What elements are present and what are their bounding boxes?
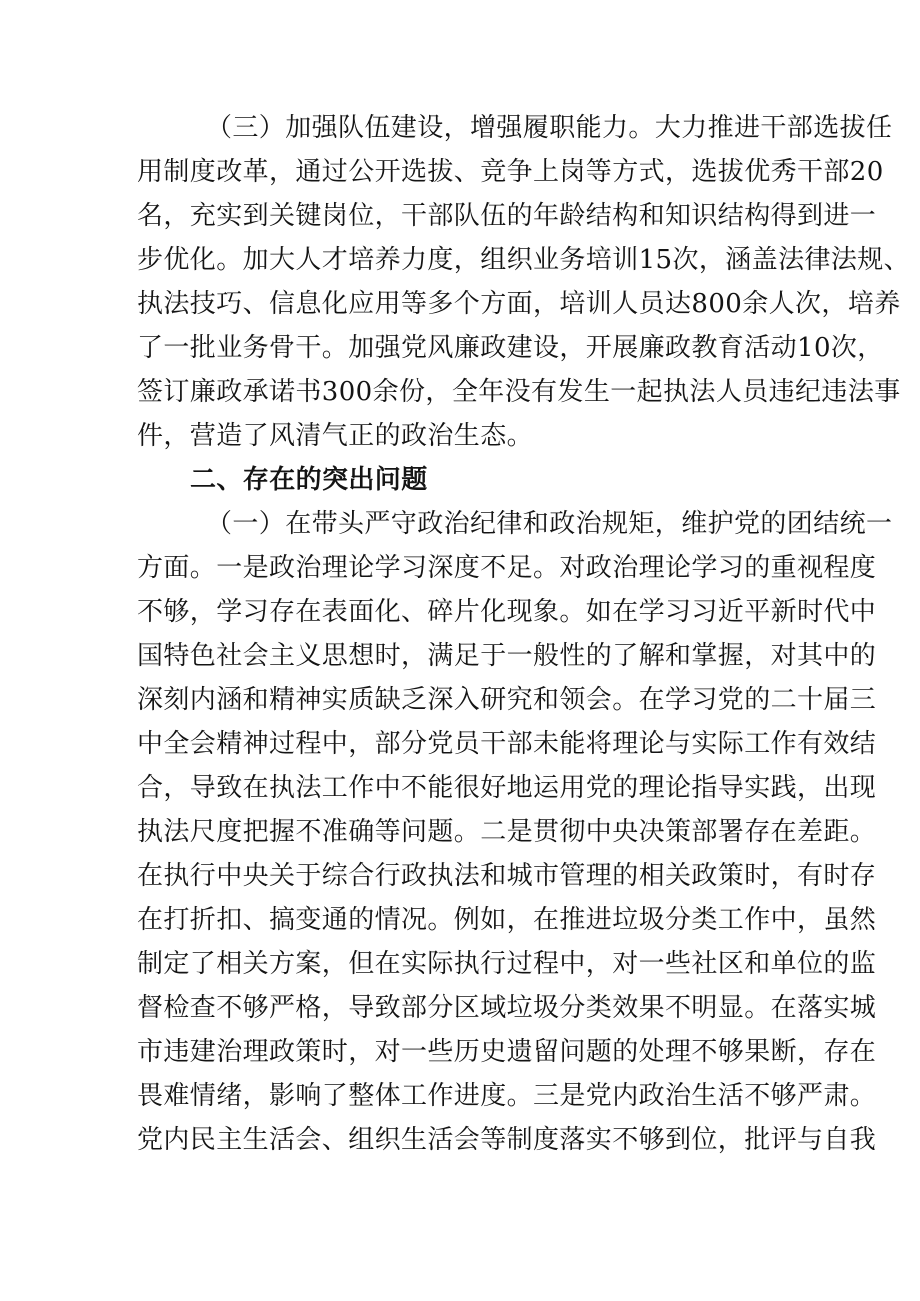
paragraph-1-line-4: 国特色社会主义思想时，满足于一般性的了解和掌握，对其中的 [137,641,877,671]
paragraph-1-line-13: 市违建治理政策时，对一些历史遗留问题的处理不够果断，存在 [137,1037,877,1067]
paragraph-1-line-1: （一）在带头严守政治纪律和政治规矩，维护党的团结统一 [206,509,893,539]
paragraph-1-line-14: 畏难情绪，影响了整体工作进度。三是党内政治生活不够严肃。 [137,1081,877,1111]
paragraph-3-line-6: 了一批业务骨干。加强党风廉政建设，开展廉政教育活动10次， [137,333,884,363]
paragraph-1-line-15: 党内民主生活会、组织生活会等制度落实不够到位，批评与自我 [137,1125,877,1155]
paragraph-3-line-7: 签订廉政承诺书300余份，全年没有发生一起执法人员违纪违法事 [137,377,901,407]
paragraph-1-line-5: 深刻内涵和精神实质缺乏深入研究和领会。在学习党的二十届三 [137,685,877,715]
paragraph-1-line-10: 在打折扣、搞变通的情况。例如，在推进垃圾分类工作中，虽然 [137,905,877,935]
paragraph-3-line-5: 执法技巧、信息化应用等多个方面，培训人员达800余人次，培养 [137,289,901,319]
section-heading: 二、存在的突出问题 [190,465,428,495]
paragraph-3-line-1: （三）加强队伍建设，增强履职能力。大力推进干部选拔任 [206,113,893,143]
paragraph-3-line-3: 名，充实到关键岗位，干部队伍的年龄结构和知识结构得到进一 [137,201,877,231]
paragraph-1-line-6: 中全会精神过程中，部分党员干部未能将理论与实际工作有效结 [137,729,877,759]
paragraph-3-line-4: 步优化。加大人才培养力度，组织业务培训15次，涵盖法律法规、 [137,245,911,275]
paragraph-1-line-9: 在执行中央关于综合行政执法和城市管理的相关政策时，有时存 [137,861,877,891]
paragraph-1-line-11: 制定了相关方案，但在实际执行过程中，对一些社区和单位的监 [137,949,877,979]
paragraph-3-line-8: 件，营造了风清气正的政治生态。 [137,421,534,451]
paragraph-1-line-7: 合，导致在执法工作中不能很好地运用党的理论指导实践，出现 [137,773,877,803]
paragraph-1-line-8: 执法尺度把握不准确等问题。二是贯彻中央决策部署存在差距。 [137,817,877,847]
paragraph-1-line-2: 方面。一是政治理论学习深度不足。对政治理论学习的重视程度 [137,553,877,583]
paragraph-3-line-2: 用制度改革，通过公开选拔、竞争上岗等方式，选拔优秀干部20 [137,157,884,187]
paragraph-1-line-3: 不够，学习存在表面化、碎片化现象。如在学习习近平新时代中 [137,597,877,627]
paragraph-1-line-12: 督检查不够严格，导致部分区域垃圾分类效果不明显。在落实城 [137,993,877,1023]
